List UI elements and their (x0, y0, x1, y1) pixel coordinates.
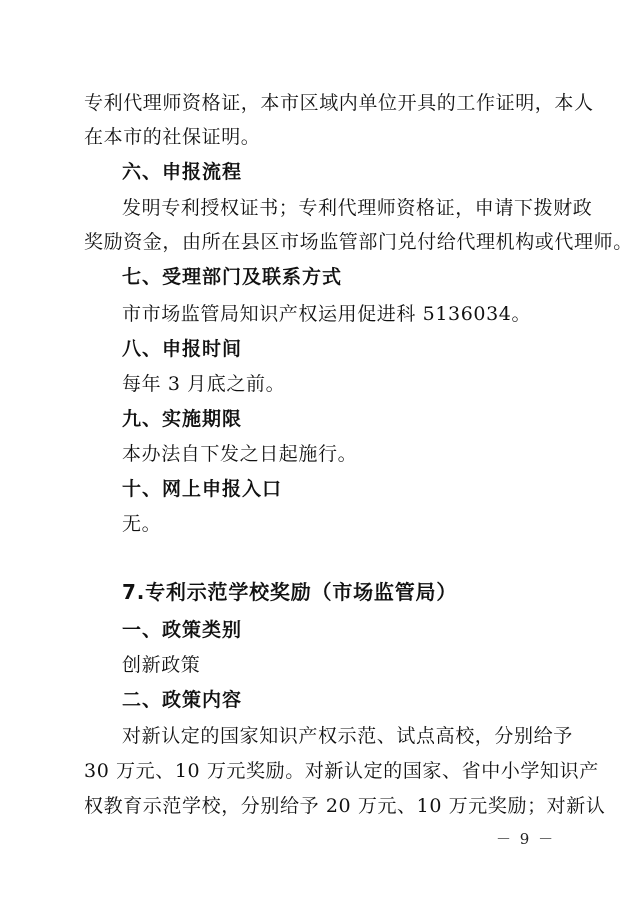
section-heading-contact: 七、受理部门及联系方式 (122, 266, 343, 288)
paragraph-line: 权教育示范学校，分别给予 20 万元、10 万元奖励；对新认 (84, 795, 606, 817)
section-heading-policy-category: 一、政策类别 (122, 619, 243, 641)
paragraph-line: 本办法自下发之日起施行。 (122, 443, 358, 465)
paragraph-line: 专利代理师资格证，本市区域内单位开具的工作证明，本人 (84, 92, 594, 114)
section-heading-application-time: 八、申报时间 (122, 338, 243, 360)
page-number: － 9 － (496, 830, 556, 848)
section-heading-implementation-period: 九、实施期限 (122, 408, 243, 430)
section-heading-policy-content: 二、政策内容 (122, 689, 243, 711)
paragraph-line: 市市场监管局知识产权运用促进科 5136034。 (122, 303, 532, 325)
paragraph-line: 在本市的社保证明。 (84, 126, 261, 148)
paragraph-line: 奖励资金，由所在县区市场监管部门兑付给代理机构或代理师。 (84, 231, 633, 253)
paragraph-line: 每年 3 月底之前。 (122, 373, 286, 395)
paragraph-line: 创新政策 (122, 654, 201, 676)
paragraph-line: 30 万元、10 万元奖励。对新认定的国家、省中小学知识产 (84, 760, 599, 782)
section-heading-online-entry: 十、网上申报入口 (122, 478, 283, 500)
policy-title: 7.专利示范学校奖励（市场监管局） (122, 580, 458, 604)
paragraph-line: 发明专利授权证书；专利代理师资格证，申请下拨财政 (122, 197, 593, 219)
section-heading-application-process: 六、申报流程 (122, 161, 243, 183)
paragraph-line: 无。 (122, 513, 162, 535)
paragraph-line: 对新认定的国家知识产权示范、试点高校，分别给予 (122, 725, 573, 747)
